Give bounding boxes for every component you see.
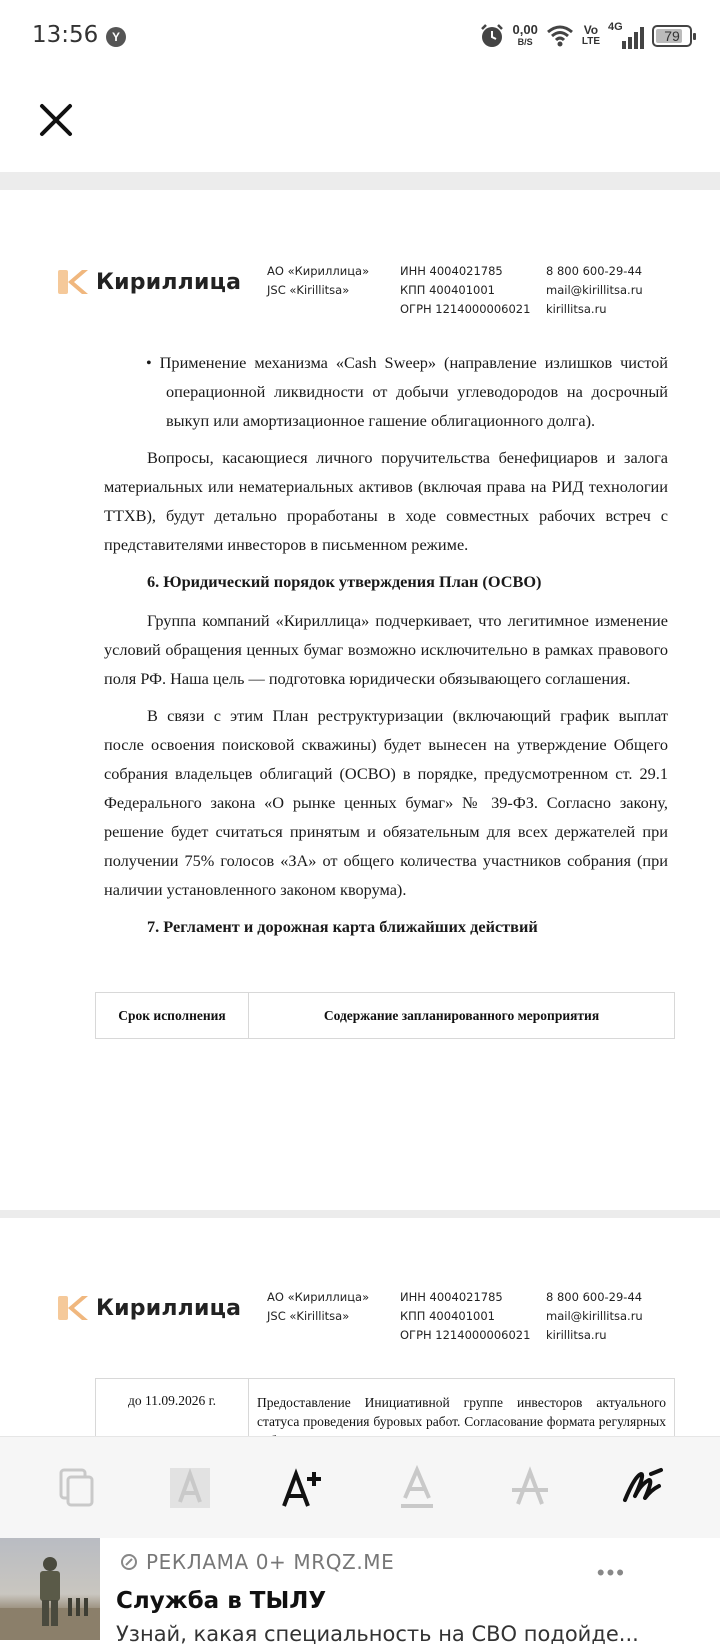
more-options-button[interactable]: ••• bbox=[596, 1560, 626, 1585]
copy-icon bbox=[59, 1468, 95, 1508]
battery-icon: 79 bbox=[652, 25, 692, 47]
table-cell-date: до 11.09.2026 г. bbox=[96, 1379, 249, 1470]
ad-marker-icon bbox=[120, 1553, 138, 1571]
letterhead bbox=[58, 1288, 678, 1368]
page-separator bbox=[0, 172, 720, 190]
roadmap-table-header bbox=[95, 992, 675, 1039]
status-bar bbox=[0, 0, 720, 72]
reader-toolbar bbox=[0, 1436, 720, 1538]
ad-image[interactable] bbox=[0, 1538, 100, 1640]
font-increase-button[interactable] bbox=[273, 1458, 333, 1518]
strikethrough-button[interactable] bbox=[500, 1458, 560, 1518]
draw-button[interactable] bbox=[613, 1458, 673, 1518]
paragraph: Вопросы, касающиеся личного поручительства бенефициаров и залога материальных или нематериальных активов (включая права на РИД технологии ТТХВ), будут детально проработаны в ходе совместных рабочих встреч с представителями инвесторов в письменном режиме. bbox=[104, 448, 668, 554]
table-header-cell: Срок исполнения bbox=[96, 993, 249, 1039]
ad-subtitle[interactable]: Узнай, какая специальность на СВО подойде... bbox=[116, 1622, 639, 1646]
net-speed: 0,00 B/S bbox=[512, 22, 538, 47]
document-body bbox=[104, 348, 668, 951]
company-legal-names: АО «Кириллица» JSC «Kirillitsa» bbox=[267, 264, 370, 297]
close-icon bbox=[34, 98, 78, 142]
logo-icon bbox=[58, 1294, 88, 1322]
ad-label: РЕКЛАМА 0+ MRQZ.ME bbox=[120, 1550, 394, 1574]
document-page bbox=[0, 190, 720, 1210]
section-heading: 7. Регламент и дорожная карта ближайших действий bbox=[147, 917, 538, 936]
signal-icon: 4G bbox=[608, 23, 644, 49]
underline-icon bbox=[397, 1466, 437, 1510]
company-registration: ИНН 4004021785 КПП 400401001 ОГРН 1214000006021 bbox=[400, 264, 531, 316]
paragraph: Группа компаний «Кириллица» подчеркивает, что легитимное изменение условий обращения ценных бумаг возможно исключительно в рамках правового поля РФ. Наша цель — подготовка юридически обязывающего соглашения. bbox=[104, 611, 668, 688]
copy-button[interactable] bbox=[47, 1458, 107, 1518]
section-heading: 6. Юридический порядок утверждения План (ОСВО) bbox=[147, 572, 542, 591]
highlight-text-icon bbox=[169, 1467, 211, 1509]
company-logo bbox=[58, 268, 241, 296]
list-item: • Применение механизма «Cash Sweep» (направление излишков чистой операционной ликвидности от добычи углеводородов на досрочный выкуп или амортизационное гашение облигационного долга). bbox=[146, 353, 668, 430]
pen-scribble-icon bbox=[621, 1466, 665, 1510]
ad-banner[interactable] bbox=[0, 1538, 720, 1646]
page-separator bbox=[0, 1210, 720, 1218]
company-logo bbox=[58, 1294, 241, 1322]
volte-indicator: Vo LTE bbox=[581, 23, 600, 47]
document-page bbox=[0, 1218, 720, 1436]
alarm-icon bbox=[479, 23, 505, 49]
table-cell-text: Предоставление Инициативной группе инвесторов актуального статуса проведения буровых работ. Согласование формата регулярных bbox=[249, 1379, 675, 1470]
status-icons bbox=[479, 20, 692, 52]
company-contacts: 8 800 600-29-44 mail@kirillitsa.ru kirillitsa.ru bbox=[546, 1290, 643, 1342]
letterhead bbox=[58, 262, 678, 342]
underline-button[interactable] bbox=[387, 1458, 447, 1518]
ad-title[interactable]: Служба в ТЫЛУ bbox=[116, 1588, 327, 1614]
yandex-notification-icon: Y bbox=[106, 27, 126, 47]
close-button[interactable] bbox=[34, 98, 78, 142]
wifi-icon bbox=[546, 24, 574, 48]
company-name: Кириллица bbox=[96, 269, 242, 295]
company-contacts: 8 800 600-29-44 mail@kirillitsa.ru kirillitsa.ru bbox=[546, 264, 643, 316]
logo-icon bbox=[58, 268, 88, 296]
strikethrough-icon bbox=[510, 1466, 550, 1510]
company-name: Кириллица bbox=[96, 1295, 242, 1321]
table-header-cell: Содержание запланированного мероприятия bbox=[249, 993, 675, 1039]
highlight-button[interactable] bbox=[160, 1458, 220, 1518]
company-registration: ИНН 4004021785 КПП 400401001 ОГРН 1214000006021 bbox=[400, 1290, 531, 1342]
company-legal-names: АО «Кириллица» JSC «Kirillitsa» bbox=[267, 1290, 370, 1323]
status-time: 13:56 bbox=[32, 22, 99, 48]
font-increase-icon bbox=[280, 1466, 326, 1510]
paragraph: В связи с этим План реструктуризации (включающий график выплат после освоения поисковой скважины) будет вынесен на утверждение Общего собрания владельцев облигаций (ОСВО) в порядке, предусмотренном ст. 29.1 Федерального закона «О рынке ценных бумаг» № 39-ФЗ. Согласно закону, решение будет считаться принятым и обязательным для всех держателей при получении 75% голосов «ЗА» от общего количества участников собрания (при наличии установленного законом кворума). bbox=[104, 706, 668, 899]
